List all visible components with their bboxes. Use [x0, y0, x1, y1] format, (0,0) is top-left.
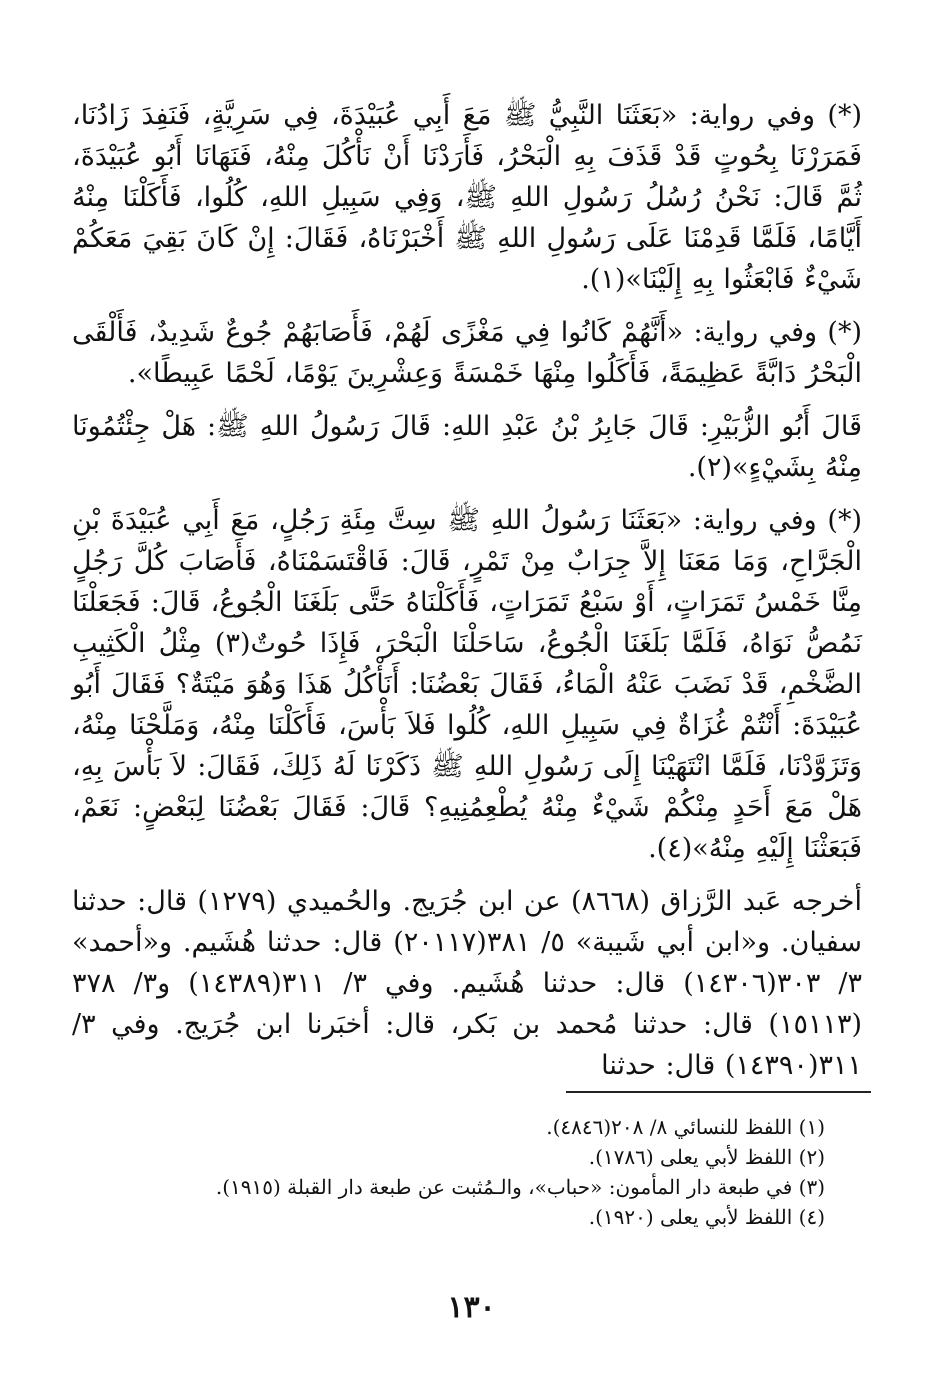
paragraph-takhrij: أخرجه عَبد الرَّزاق (٨٦٦٨) عن ابن جُرَيج. والحُميدي (١٢٧٩) قال: حدثنا سفيان. و«ابن أبي شَيبة» ٥/ ٣٨١(٢٠١١٧) قال: حدثنا هُشَيم. و«أحمد» ٣/ ٣٠٣(١٤٣٠٦) قال: حدثنا هُشَيم. وفي ٣/ ٣١١(١٤٣٨٩) و٣/ ٣٧٨ (١٥١١٣) قال: حدثنا مُحمد بن بَكر، قال: أخبَرنا ابن جُرَيج. وفي ٣/ ٣١١(١٤٣٩٠) قال: حدثنا [72, 886, 863, 1081]
paragraph-riwaya-3: (*) وفي رواية: «بَعَثَنَا رَسُولُ اللهِ ﷺ سِتَّ مِئَةِ رَجُلٍ، مَعَ أَبِي عُبَيْدَةَ بْنِ الْجَرَّاحِ، وَمَا مَعَنَا إِلاَّ جِرَابٌ مِنْ تَمْرٍ، قَالَ: فَاقْتَسَمْنَاهُ، فَأَصَابَ كُلَّ رَجُلٍ مِنَّا خَمْسُ تَمَرَاتٍ، أَوْ سَبْعُ تَمَرَاتٍ، فَأَكَلْنَاهُ حَتَّى بَلَغَنَا الْجُوعُ، قَالَ: فَجَعَلْنَا نَمُصُّ نَوَاهُ، فَلَمَّا بَلَغَنَا الْجُوعُ، سَاحَلْنَا الْبَحْرَ، فَإِذَا حُوتٌ(٣) مِثْلُ الْكَثِيبِ الضَّخْمِ، قَدْ نَضَبَ عَنْهُ الْمَاءُ، فَقَالَ بَعْضُنَا: أَنَأْكُلُ هَذَا وَهُوَ مَيْتَةٌ؟ فَقَالَ أَبُو عُبَيْدَةَ: أَنْتُمْ غُزَاةٌ فِي سَبِيلِ اللهِ، كُلُوا فَلاَ بَأْسَ، فَأَكَلْنَا مِنْهُ، وَمَلَّحْنَا مِنْهُ، وَتَزَوَّدْنَا، فَلَمَّا انْتَهَيْنَا إِلَى رَسُولِ اللهِ ﷺ ذَكَرْنَا لَهُ ذَلِكَ، فَقَالَ: لاَ بَأْسَ بِهِ، هَلْ مَعَ أَحَدٍ مِنْكُمْ شَيْءٌ مِنْهُ يُطْعِمُنِيهِ؟ قَالَ: فَقَالَ بَعْضُنَا لِبَعْضٍ: نَعَمْ، فَبَعَثْنَا إِلَيْهِ مِنْهُ»(٤). [72, 505, 863, 864]
page-number: ١٣٠ [447, 1290, 496, 1325]
paragraph-riwaya-2: (*) وفي رواية: «أَنَّهُمْ كَانُوا فِي مَغْزًى لَهُمْ، فَأَصَابَهُمْ جُوعٌ شَدِيدٌ، فَأَلْقَى الْبَحْرُ دَابَّةً عَظِيمَةً، فَأَكَلُوا مِنْهَا خَمْسَةً وَعِشْرِينَ يَوْمًا، لَحْمًا عَبِيطًا». [72, 317, 862, 389]
footnote-3: (٣) في طبعة دار المأمون: «حباب»، والـمُثبت عن طبعة دار القبلة (١٩١٥). [215, 1175, 825, 1199]
footnote-1: (١) اللفظ للنسائي ٨/ ٢٠٨(٤٨٤٦). [546, 1115, 825, 1139]
footnote-4: (٤) اللفظ لأبي يعلى (١٩٢٠). [588, 1205, 825, 1229]
footnote-2: (٢) اللفظ لأبي يعلى (١٧٨٦). [588, 1145, 825, 1169]
footnote-separator [566, 1091, 871, 1093]
paragraph-riwaya-1: (*) وفي رواية: «بَعَثَنَا النَّبِيُّ ﷺ مَعَ أَبِي عُبَيْدَةَ، فِي سَرِيَّةٍ، فَنَفِدَ زَادُنَا، فَمَرَرْنَا بِحُوتٍ قَدْ قَذَفَ بِهِ الْبَحْرُ، فَأَرَدْنَا أَنْ نَأْكُلَ مِنْهُ، فَنَهَانَا أَبُو عُبَيْدَةَ، ثُمَّ قَالَ: نَحْنُ رُسُلُ رَسُولِ اللهِ ﷺ، وَفِي سَبِيلِ اللهِ، كُلُوا، فَأَكَلْنَا مِنْهُ أَيَّامًا، فَلَمَّا قَدِمْنَا عَلَى رَسُولِ اللهِ ﷺ أَخْبَرْنَاهُ، فَقَالَ: إِنْ كَانَ بَقِيَ مَعَكُمْ شَيْءٌ فَابْعَثُوا بِهِ إِلَيْنَا»(١). [72, 100, 862, 295]
paragraph-abu-zubayr: قَالَ أَبُو الزُّبَيْرِ: قَالَ جَابِرُ بْنُ عَبْدِ اللهِ: قَالَ رَسُولُ اللهِ ﷺ: هَلْ جِئْتُمُونَا مِنْهُ بِشَيْءٍ»(٢). [72, 411, 862, 483]
main-text [72, 95, 862, 1096]
footnotes [105, 1112, 825, 1232]
